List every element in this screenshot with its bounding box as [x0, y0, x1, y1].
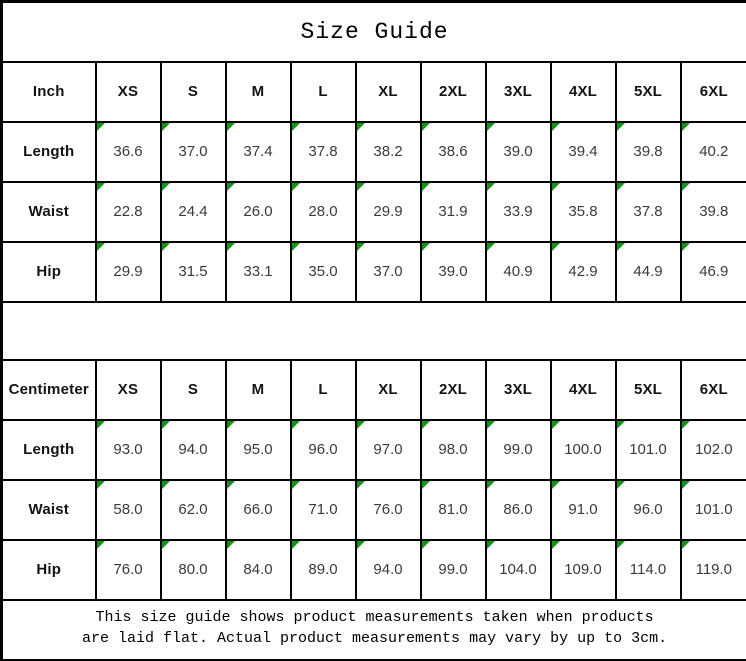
measurement-value-cell — [486, 182, 551, 242]
measurement-value-cell — [421, 420, 486, 480]
cell-corner-marker-icon — [552, 123, 560, 131]
measurement-value-cell — [421, 122, 486, 182]
measurement-value: 29.9 — [373, 203, 403, 220]
measurement-value: 35.0 — [308, 263, 338, 280]
measurement-value: 39.0 — [438, 263, 468, 280]
cell-corner-marker-icon — [422, 243, 430, 251]
measurement-value: 40.2 — [699, 143, 729, 160]
measurement-value: 39.0 — [503, 143, 533, 160]
measurement-value-cell — [616, 540, 681, 600]
measurement-value: 119.0 — [695, 561, 733, 578]
measurement-value: 80.0 — [178, 561, 208, 578]
cell-corner-marker-icon — [552, 421, 560, 429]
measurement-value: 39.8 — [699, 203, 729, 220]
measurement-value: 58.0 — [113, 501, 143, 518]
measurement-value: 99.0 — [438, 561, 468, 578]
measurement-label: Waist — [2, 480, 96, 540]
size-table-body — [2, 62, 746, 600]
measurement-value: 98.0 — [438, 441, 468, 458]
title-row — [2, 2, 746, 62]
measurement-value: 101.0 — [695, 501, 733, 518]
cell-corner-marker-icon — [487, 541, 495, 549]
measurement-value-cell — [96, 242, 161, 302]
measurement-value: 37.4 — [243, 143, 273, 160]
cell-corner-marker-icon — [422, 421, 430, 429]
measurement-value-cell — [616, 122, 681, 182]
size-column-header: 2XL — [421, 62, 486, 122]
cell-corner-marker-icon — [617, 481, 625, 489]
measurement-value: 84.0 — [243, 561, 273, 578]
measurement-row — [2, 420, 746, 480]
measurement-value: 42.9 — [568, 263, 598, 280]
size-column-header: XL — [356, 62, 421, 122]
size-column-header: 4XL — [551, 360, 616, 420]
cell-corner-marker-icon — [162, 123, 170, 131]
measurement-value-cell — [681, 420, 746, 480]
measurement-value-cell — [96, 122, 161, 182]
measurement-value-cell — [551, 540, 616, 600]
measurement-value: 66.0 — [243, 501, 273, 518]
cell-corner-marker-icon — [682, 123, 690, 131]
size-column-header: 4XL — [551, 62, 616, 122]
measurement-value: 86.0 — [503, 501, 533, 518]
measurement-value-cell — [291, 242, 356, 302]
unit-label: Centimeter — [2, 360, 96, 420]
cell-corner-marker-icon — [227, 421, 235, 429]
measurement-value: 44.9 — [633, 263, 663, 280]
cell-corner-marker-icon — [357, 481, 365, 489]
measurement-value: 38.2 — [373, 143, 403, 160]
measurement-row — [2, 182, 746, 242]
measurement-value-cell — [96, 182, 161, 242]
cell-corner-marker-icon — [292, 421, 300, 429]
measurement-value-cell — [616, 182, 681, 242]
measurement-value-cell — [486, 420, 551, 480]
measurement-value: 37.0 — [178, 143, 208, 160]
cell-corner-marker-icon — [162, 183, 170, 191]
measurement-value: 100.0 — [564, 441, 602, 458]
table-spacer-row — [2, 302, 746, 360]
size-column-header: 3XL — [486, 360, 551, 420]
measurement-value-cell — [551, 122, 616, 182]
cell-corner-marker-icon — [227, 123, 235, 131]
measurement-value-cell — [226, 182, 291, 242]
cell-corner-marker-icon — [292, 541, 300, 549]
cell-corner-marker-icon — [487, 183, 495, 191]
measurement-value-cell — [291, 420, 356, 480]
measurement-value: 81.0 — [438, 501, 468, 518]
measurement-value-cell — [291, 540, 356, 600]
measurement-value: 38.6 — [438, 143, 468, 160]
measurement-value-cell — [681, 242, 746, 302]
cell-corner-marker-icon — [292, 183, 300, 191]
measurement-value-cell — [161, 540, 226, 600]
measurement-value-cell — [421, 480, 486, 540]
measurement-value-cell — [616, 242, 681, 302]
measurement-value: 22.8 — [113, 203, 143, 220]
size-column-header: L — [291, 62, 356, 122]
measurement-value: 97.0 — [373, 441, 403, 458]
cell-corner-marker-icon — [292, 243, 300, 251]
measurement-row — [2, 540, 746, 600]
measurement-value-cell — [96, 420, 161, 480]
measurement-value-cell — [161, 480, 226, 540]
cell-corner-marker-icon — [292, 481, 300, 489]
measurement-value-cell — [356, 182, 421, 242]
cell-corner-marker-icon — [97, 481, 105, 489]
measurement-value: 94.0 — [178, 441, 208, 458]
measurement-value: 36.6 — [113, 143, 143, 160]
size-column-header: 6XL — [681, 360, 746, 420]
measurement-value: 35.8 — [568, 203, 598, 220]
cell-corner-marker-icon — [487, 481, 495, 489]
size-column-header: M — [226, 62, 291, 122]
measurement-value-cell — [356, 122, 421, 182]
unit-label: Inch — [2, 62, 96, 122]
measurement-value: 39.4 — [568, 143, 598, 160]
measurement-value: 39.8 — [633, 143, 663, 160]
measurement-label: Waist — [2, 182, 96, 242]
measurement-value: 76.0 — [113, 561, 143, 578]
measurement-value: 26.0 — [243, 203, 273, 220]
cell-corner-marker-icon — [422, 123, 430, 131]
unit-header-row — [2, 62, 746, 122]
measurement-value: 76.0 — [373, 501, 403, 518]
cell-corner-marker-icon — [227, 541, 235, 549]
measurement-value: 71.0 — [308, 501, 338, 518]
cell-corner-marker-icon — [422, 541, 430, 549]
cell-corner-marker-icon — [617, 123, 625, 131]
measurement-value-cell — [161, 420, 226, 480]
footer-note-line1: This size guide shows product measurements taken when products — [95, 608, 654, 626]
measurement-value: 37.8 — [308, 143, 338, 160]
measurement-value: 102.0 — [695, 441, 733, 458]
measurement-value: 89.0 — [308, 561, 338, 578]
measurement-value-cell — [356, 420, 421, 480]
cell-corner-marker-icon — [682, 183, 690, 191]
measurement-value: 29.9 — [113, 263, 143, 280]
cell-corner-marker-icon — [682, 421, 690, 429]
measurement-value-cell — [551, 242, 616, 302]
measurement-value-cell — [616, 420, 681, 480]
cell-corner-marker-icon — [97, 123, 105, 131]
size-column-header: 5XL — [616, 360, 681, 420]
measurement-value: 114.0 — [629, 561, 667, 578]
measurement-value-cell — [96, 540, 161, 600]
measurement-value: 91.0 — [568, 501, 598, 518]
measurement-value: 33.1 — [243, 263, 273, 280]
unit-header-row — [2, 360, 746, 420]
size-column-header: S — [161, 62, 226, 122]
measurement-value-cell — [421, 242, 486, 302]
cell-corner-marker-icon — [682, 481, 690, 489]
size-column-header: M — [226, 360, 291, 420]
cell-corner-marker-icon — [227, 481, 235, 489]
measurement-value: 101.0 — [629, 441, 667, 458]
measurement-value-cell — [681, 182, 746, 242]
cell-corner-marker-icon — [357, 123, 365, 131]
measurement-label: Length — [2, 122, 96, 182]
measurement-value-cell — [291, 122, 356, 182]
measurement-value: 28.0 — [308, 203, 338, 220]
cell-corner-marker-icon — [97, 243, 105, 251]
measurement-value-cell — [486, 242, 551, 302]
measurement-value-cell — [551, 420, 616, 480]
measurement-value: 93.0 — [113, 441, 143, 458]
measurement-value-cell — [486, 540, 551, 600]
measurement-value: 31.9 — [438, 203, 468, 220]
measurement-value-cell — [486, 480, 551, 540]
page-title: Size Guide — [2, 2, 746, 62]
measurement-value-cell — [226, 122, 291, 182]
footer-row — [2, 600, 746, 661]
measurement-value-cell — [681, 540, 746, 600]
cell-corner-marker-icon — [617, 421, 625, 429]
cell-corner-marker-icon — [357, 183, 365, 191]
measurement-value: 95.0 — [243, 441, 273, 458]
measurement-row — [2, 480, 746, 540]
cell-corner-marker-icon — [487, 421, 495, 429]
size-column-header: 2XL — [421, 360, 486, 420]
measurement-value-cell — [421, 182, 486, 242]
cell-corner-marker-icon — [487, 243, 495, 251]
measurement-value-cell — [96, 480, 161, 540]
measurement-value: 99.0 — [503, 441, 533, 458]
cell-corner-marker-icon — [682, 243, 690, 251]
size-column-header: 6XL — [681, 62, 746, 122]
measurement-value-cell — [226, 480, 291, 540]
cell-corner-marker-icon — [357, 421, 365, 429]
table-spacer — [2, 302, 746, 360]
measurement-value-cell — [681, 122, 746, 182]
size-column-header: 5XL — [616, 62, 681, 122]
cell-corner-marker-icon — [422, 183, 430, 191]
measurement-value-cell — [356, 540, 421, 600]
measurement-value: 24.4 — [178, 203, 208, 220]
measurement-value: 96.0 — [308, 441, 338, 458]
measurement-value-cell — [551, 480, 616, 540]
measurement-value: 40.9 — [503, 263, 533, 280]
cell-corner-marker-icon — [292, 123, 300, 131]
measurement-label: Length — [2, 420, 96, 480]
measurement-value: 33.9 — [503, 203, 533, 220]
measurement-value-cell — [161, 122, 226, 182]
cell-corner-marker-icon — [422, 481, 430, 489]
cell-corner-marker-icon — [357, 243, 365, 251]
cell-corner-marker-icon — [97, 541, 105, 549]
cell-corner-marker-icon — [552, 541, 560, 549]
measurement-value: 94.0 — [373, 561, 403, 578]
measurement-value: 37.0 — [373, 263, 403, 280]
measurement-value-cell — [226, 540, 291, 600]
measurement-value-cell — [551, 182, 616, 242]
measurement-value: 37.8 — [633, 203, 663, 220]
measurement-value-cell — [486, 122, 551, 182]
measurement-row — [2, 122, 746, 182]
cell-corner-marker-icon — [552, 481, 560, 489]
measurement-value: 96.0 — [633, 501, 663, 518]
cell-corner-marker-icon — [617, 243, 625, 251]
cell-corner-marker-icon — [357, 541, 365, 549]
measurement-value-cell — [681, 480, 746, 540]
measurement-label: Hip — [2, 540, 96, 600]
cell-corner-marker-icon — [162, 481, 170, 489]
measurement-row — [2, 242, 746, 302]
size-column-header: 3XL — [486, 62, 551, 122]
measurement-value-cell — [161, 182, 226, 242]
footer-note — [2, 600, 746, 661]
measurement-label: Hip — [2, 242, 96, 302]
cell-corner-marker-icon — [162, 541, 170, 549]
measurement-value-cell — [226, 242, 291, 302]
measurement-value-cell — [356, 480, 421, 540]
cell-corner-marker-icon — [97, 183, 105, 191]
size-column-header: XS — [96, 62, 161, 122]
cell-corner-marker-icon — [552, 183, 560, 191]
cell-corner-marker-icon — [617, 541, 625, 549]
measurement-value: 46.9 — [699, 263, 729, 280]
cell-corner-marker-icon — [552, 243, 560, 251]
cell-corner-marker-icon — [487, 123, 495, 131]
measurement-value-cell — [291, 480, 356, 540]
measurement-value-cell — [421, 540, 486, 600]
cell-corner-marker-icon — [162, 421, 170, 429]
size-column-header: S — [161, 360, 226, 420]
size-column-header: L — [291, 360, 356, 420]
measurement-value-cell — [226, 420, 291, 480]
size-column-header: XL — [356, 360, 421, 420]
cell-corner-marker-icon — [682, 541, 690, 549]
cell-corner-marker-icon — [617, 183, 625, 191]
measurement-value-cell — [161, 242, 226, 302]
measurement-value: 62.0 — [178, 501, 208, 518]
measurement-value: 31.5 — [178, 263, 208, 280]
size-column-header: XS — [96, 360, 161, 420]
cell-corner-marker-icon — [227, 243, 235, 251]
measurement-value: 104.0 — [499, 561, 537, 578]
measurement-value: 109.0 — [564, 561, 602, 578]
measurement-value-cell — [616, 480, 681, 540]
cell-corner-marker-icon — [97, 421, 105, 429]
footer-note-line2: are laid flat. Actual product measurements may vary by up to 3cm. — [82, 629, 668, 647]
measurement-value-cell — [291, 182, 356, 242]
measurement-value-cell — [356, 242, 421, 302]
cell-corner-marker-icon — [227, 183, 235, 191]
cell-corner-marker-icon — [162, 243, 170, 251]
